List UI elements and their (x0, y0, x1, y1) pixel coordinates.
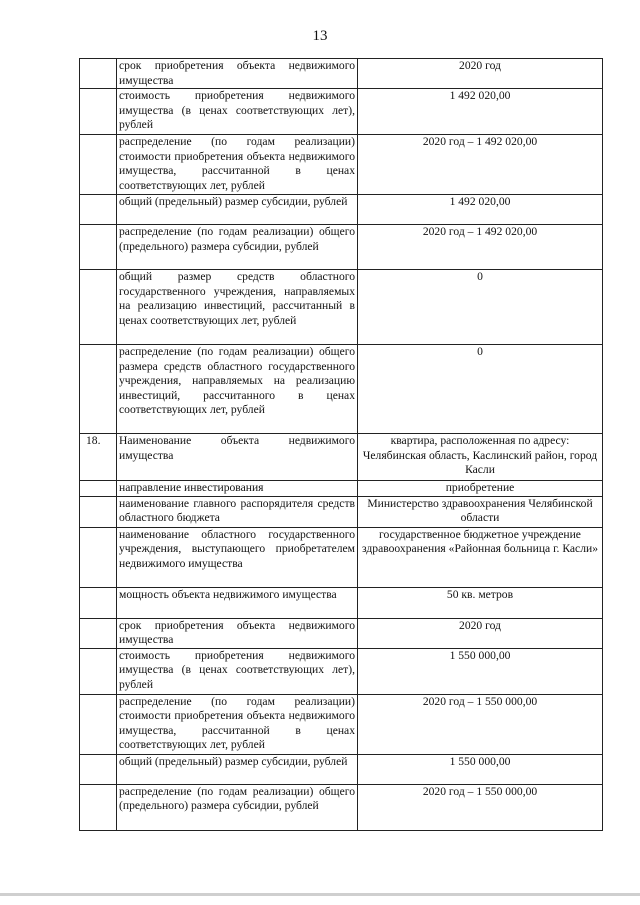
row-label: направление инвестирования (117, 481, 358, 497)
row-number (80, 481, 117, 497)
row-label: срок приобретения объекта недвижимого имущества (117, 618, 358, 648)
row-value: квартира, расположенная по адресу: Челябинская область, Каслинский район, город Касли (358, 434, 603, 481)
row-value: 0 (358, 345, 603, 434)
row-value: 2020 год – 1 550 000,00 (358, 784, 603, 830)
row-value: государственное бюджетное учреждение здравоохранения «Районная больница г. Касли» (358, 527, 603, 587)
table-row (80, 195, 603, 225)
row-number (80, 270, 117, 345)
row-number (80, 587, 117, 618)
row-label: стоимость приобретения недвижимого имущества (в ценах соответствующих лет), рублей (117, 648, 358, 694)
row-value: 0 (358, 270, 603, 345)
row-value: 2020 год – 1 492 020,00 (358, 225, 603, 270)
row-number (80, 496, 117, 527)
row-value: приобретение (358, 481, 603, 497)
page-number: 13 (312, 28, 328, 44)
bottom-divider (0, 893, 640, 896)
table-row (80, 434, 603, 481)
row-label: распределение (по годам реализации) общего (предельного) размера субсидии, рублей (117, 784, 358, 830)
row-label: наименование главного распорядителя средств областного бюджета (117, 496, 358, 527)
row-label: распределение (по годам реализации) стоимости приобретения объекта недвижимого имущества, рассчитанной в ценах соответствующих лет, рублей (117, 135, 358, 195)
investment-object-table (79, 58, 603, 831)
row-number (80, 195, 117, 225)
row-number (80, 784, 117, 830)
table-row (80, 784, 603, 830)
row-value: 1 492 020,00 (358, 89, 603, 135)
row-label: срок приобретения объекта недвижимого имущества (117, 59, 358, 89)
row-number (80, 345, 117, 434)
table-row (80, 587, 603, 618)
row-value: 2020 год – 1 550 000,00 (358, 694, 603, 754)
table-row (80, 270, 603, 345)
table-row (80, 135, 603, 195)
table-row (80, 618, 603, 648)
row-label: распределение (по годам реализации) стоимости приобретения объекта недвижимого имущества, рассчитанной в ценах соответствующих лет, рублей (117, 694, 358, 754)
table-row (80, 527, 603, 587)
row-label: распределение (по годам реализации) общего (предельного) размера субсидии, рублей (117, 225, 358, 270)
table-row (80, 496, 603, 527)
row-number (80, 648, 117, 694)
row-value: 2020 год – 1 492 020,00 (358, 135, 603, 195)
row-number (80, 225, 117, 270)
row-label: мощность объекта недвижимого имущества (117, 587, 358, 618)
table-row (80, 345, 603, 434)
table-row (80, 59, 603, 89)
row-value: 50 кв. метров (358, 587, 603, 618)
row-number (80, 59, 117, 89)
row-value: 1 550 000,00 (358, 648, 603, 694)
table-row (80, 225, 603, 270)
table-row (80, 89, 603, 135)
row-number (80, 135, 117, 195)
row-label: общий (предельный) размер субсидии, рублей (117, 754, 358, 784)
row-label: стоимость приобретения недвижимого имущества (в ценах соответствующих лет), рублей (117, 89, 358, 135)
table-row (80, 754, 603, 784)
row-label: наименование областного государственного учреждения, выступающего приобретателем недвижимого имущества (117, 527, 358, 587)
row-number (80, 754, 117, 784)
table-row (80, 648, 603, 694)
row-value: 1 492 020,00 (358, 195, 603, 225)
row-label: общий (предельный) размер субсидии, рублей (117, 195, 358, 225)
row-label: Наименование объекта недвижимого имущества (117, 434, 358, 481)
row-number (80, 89, 117, 135)
row-number (80, 618, 117, 648)
row-value: 1 550 000,00 (358, 754, 603, 784)
row-value: 2020 год (358, 59, 603, 89)
row-label: общий размер средств областного государственного учреждения, направляемых на реализацию инвестиций, рассчитанный в ценах соответствующих лет, рублей (117, 270, 358, 345)
row-value: Министерство здравоохранения Челябинской области (358, 496, 603, 527)
row-value: 2020 год (358, 618, 603, 648)
row-number (80, 694, 117, 754)
table-row (80, 694, 603, 754)
row-number: 18. (80, 434, 117, 481)
table-row (80, 481, 603, 497)
row-label: распределение (по годам реализации) общего размера средств областного государственного учреждения, направляемых на реализацию инвестиций, рассчитанного в ценах соответствующих лет, рублей (117, 345, 358, 434)
row-number (80, 527, 117, 587)
